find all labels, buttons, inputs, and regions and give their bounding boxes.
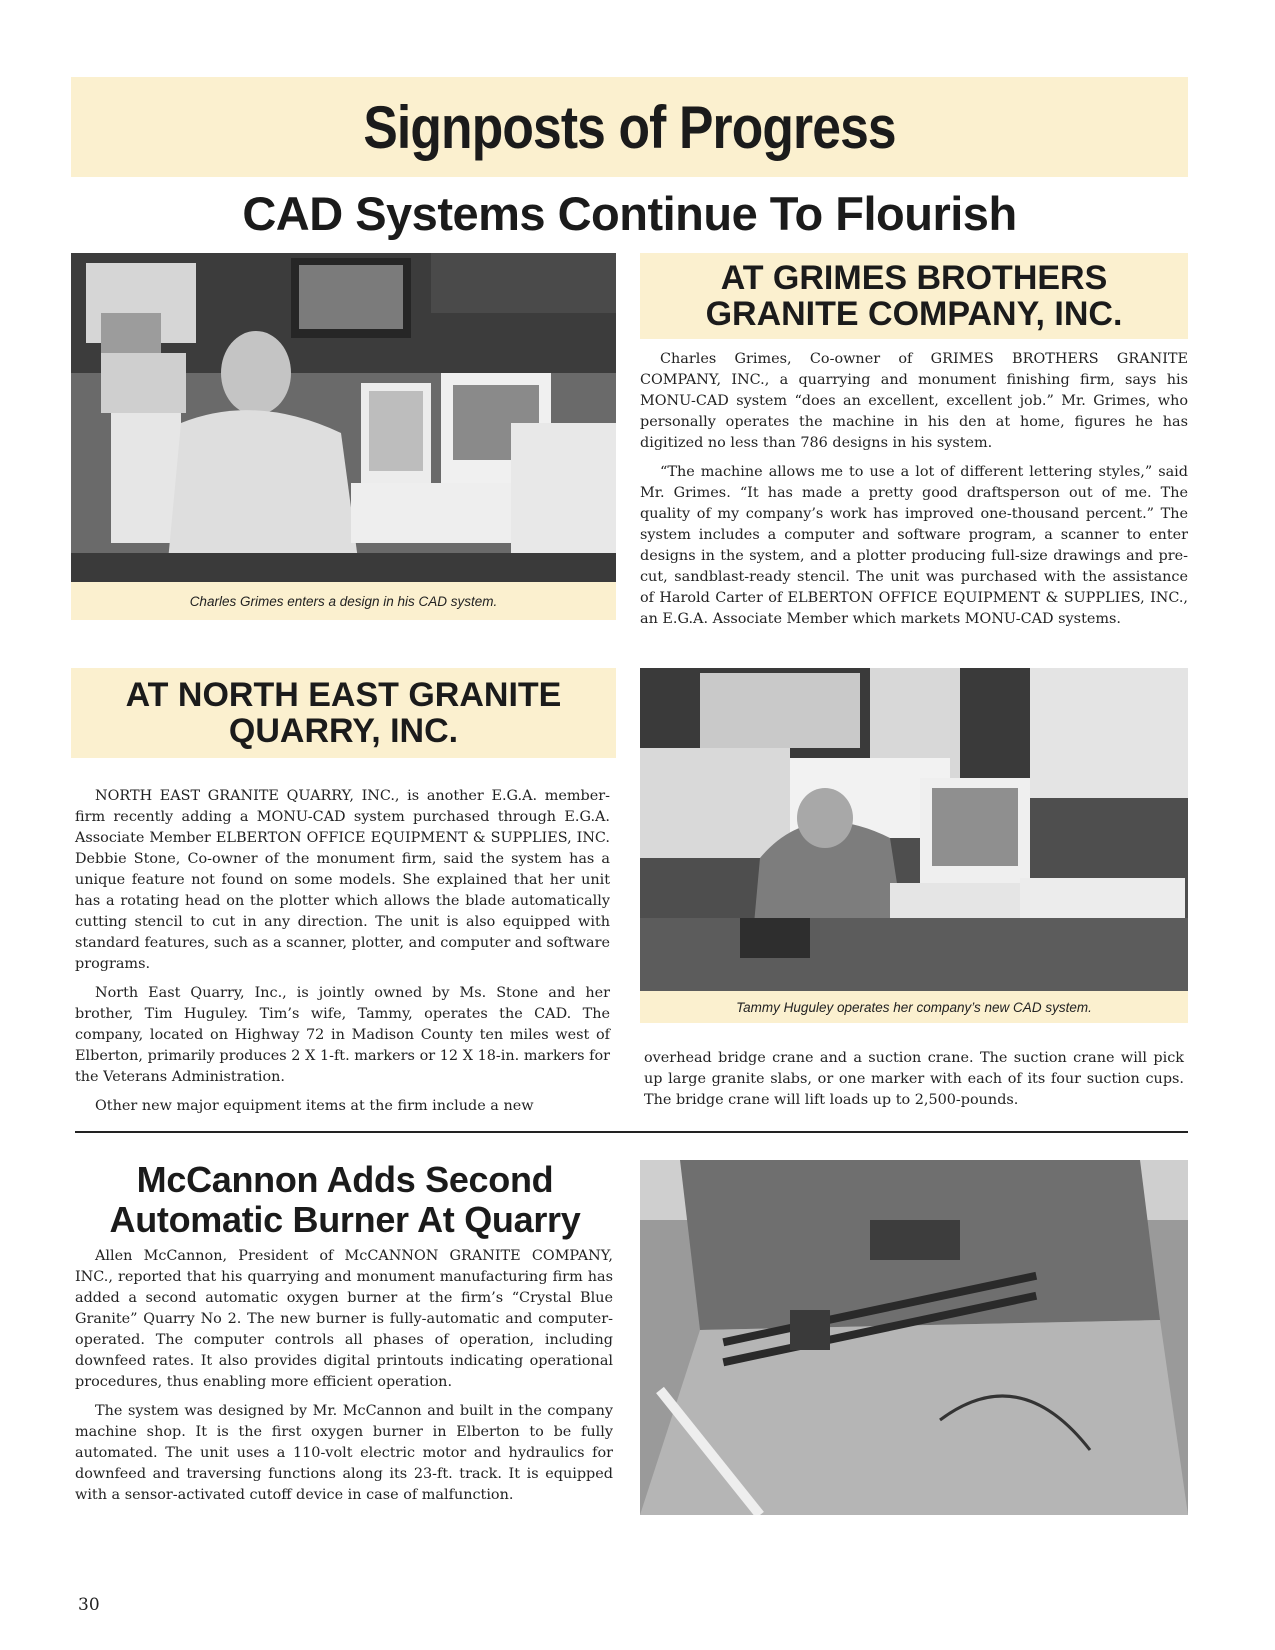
mccannon-paragraph-2: The system was designed by Mr. McCannon and built in the company machine shop. It is the first oxygen burner in Elberton to be fully automated. The unit uses a 110-volt electric motor and hydraulics for downfeed and traversing functions along its 23-ft. track. It is equipped with a sensor-activated cutoff device in case of malfunction. <box>75 1403 613 1503</box>
huguley-photo-caption: Tammy Huguley operates her company’s new CAD system. <box>640 991 1188 1023</box>
mccannon-heading <box>75 1160 615 1240</box>
northeast-heading-line2: QUARRY, INC. <box>228 711 459 750</box>
northeast-heading-line1: AT NORTH EAST GRANITE <box>125 676 562 714</box>
grimes-article <box>640 349 1188 638</box>
mccannon-paragraph-1: Allen McCannon, President of McCANNON GRANITE COMPANY, INC., reported that his quarrying and monument manufacturing firm has added a second automatic oxygen burner at the firm’s “Crystal Blue Granite” Quarry No 2. The new burner is fully-automatic and computer-operated. The computer controls all phases of operation, including downfeed rates. It also provides digital printouts indicating operational procedures, thus enabling more efficient operation. <box>75 1248 613 1390</box>
northeast-paragraph-2: North East Quarry, Inc., is jointly owned by Ms. Stone and her brother, Tim Huguley. Tim’s wife, Tammy, operates the CAD. The company, located on Highway 72 in Madison County ten miles west of Elberton, primarily produces 2 X 1-ft. markers or 12 X 18-in. markers for the Veterans Administration. <box>75 985 610 1085</box>
northeast-heading <box>71 668 616 758</box>
northeast-article-right <box>644 1048 1184 1119</box>
northeast-paragraph-3: Other new major equipment items at the firm include a new <box>95 1098 534 1114</box>
huguley-photo-image <box>640 668 1188 991</box>
northeast-article-left <box>75 786 610 1125</box>
banner-title: Signposts of Progress <box>363 93 896 161</box>
huguley-photo <box>640 668 1188 991</box>
mccannon-heading-line2: Automatic Burner At Quarry <box>109 1199 581 1240</box>
page-number: 30 <box>78 1595 100 1615</box>
grimes-heading-line2: GRANITE COMPANY, INC. <box>705 294 1123 333</box>
mccannon-heading-line1: McCannon Adds Second <box>136 1159 554 1200</box>
page-subtitle: CAD Systems Continue To Flourish <box>242 187 1017 240</box>
northeast-paragraph-4: overhead bridge crane and a suction crane. The suction crane will pick up large granite slabs, or one marker with each of its four suction cups. The bridge crane will lift loads up to 2,500-pounds. <box>644 1050 1184 1108</box>
quarry-burner-photo-image <box>640 1160 1188 1515</box>
grimes-paragraph-2: “The machine allows me to use a lot of different lettering styles,” said Mr. Grimes. “It has made a pretty good draftsperson out of me. The quality of my company’s work has improved one-thousand percent.” The system includes a computer and software program, a scanner to enter designs in the system, and a plotter producing full-size drawings and pre-cut, sandblast-ready stencil. The unit was purchased with the assistance of Harold Carter of ELBERTON OFFICE EQUIPMENT & SUPPLIES, INC., an E.G.A. Associate Member which markets MONU-CAD systems. <box>640 464 1188 627</box>
northeast-paragraph-1: NORTH EAST GRANITE QUARRY, INC., is another E.G.A. member-firm recently adding a MONU-CAD system purchased through E.G.A. Associate Member ELBERTON OFFICE EQUIPMENT & SUPPLIES, INC. Debbie Stone, Co-owner of the monument firm, said the system has a unique feature not found on some models. She explained that her unit has a rotating head on the plotter which allows the blade automatically cutting stencil to cut in any direction. The unit is also equipped with standard features, such as a scanner, plotter, and computer and software programs. <box>75 788 610 972</box>
grimes-photo-image <box>71 253 616 582</box>
top-banner <box>71 77 1188 177</box>
grimes-paragraph-1: Charles Grimes, Co-owner of GRIMES BROTHERS GRANITE COMPANY, INC., a quarrying and monument finishing firm, says his MONU-CAD system “does an excellent, excellent job.” Mr. Grimes, who personally operates the machine in his den at home, figures he has digitized no less than 786 designs in his system. <box>640 351 1188 451</box>
mccannon-article <box>75 1246 613 1514</box>
grimes-heading <box>640 253 1188 339</box>
quarry-burner-photo <box>640 1160 1188 1515</box>
grimes-photo <box>71 253 616 582</box>
grimes-heading-line1: AT GRIMES BROTHERS <box>720 259 1108 297</box>
section-divider <box>75 1131 1188 1133</box>
grimes-photo-caption: Charles Grimes enters a design in his CAD system. <box>71 582 616 620</box>
